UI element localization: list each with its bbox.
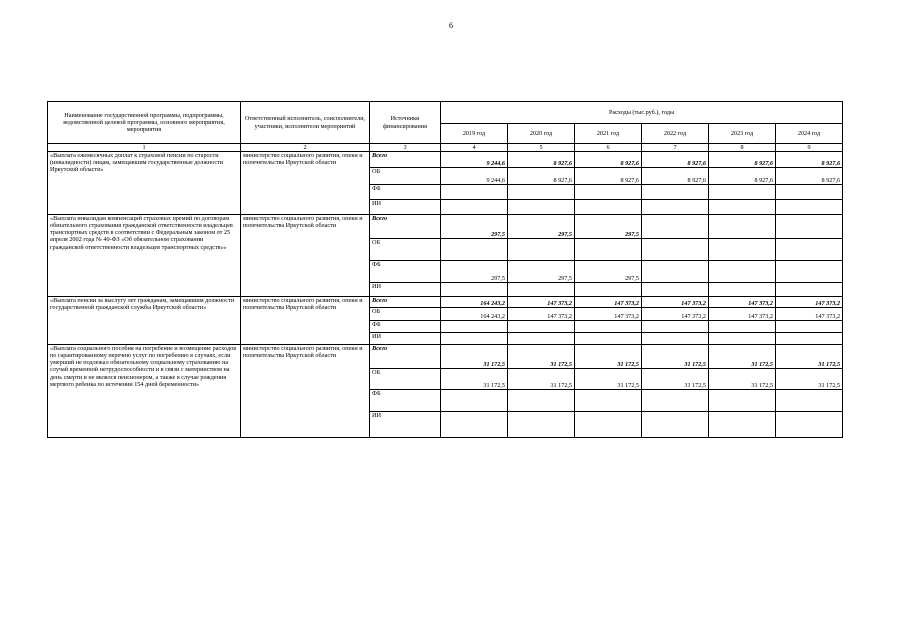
funding-source: ИИ — [370, 333, 441, 345]
header-year: 2023 год — [709, 124, 776, 144]
expense-value: 31 172,5 — [642, 369, 709, 390]
expense-value — [776, 283, 843, 297]
activity-name: «Выплата социального пособия на погребение и возмещение расходов по гарантированному перечню услуг по погребению в случаях, если умерший не подлежал обязательному социальному страхованию на случай временной нетрудоспособности и в связи с материнством на день смерти и не являлся пенсионером, а также в случае рождения мертвого ребенка по истечении 154 дней беременности» — [48, 345, 241, 438]
page-number: 6 — [449, 21, 453, 30]
column-number: 1 — [48, 144, 241, 152]
expense-value — [508, 283, 575, 297]
expense-value: 8 927,6 — [508, 152, 575, 168]
expense-value: 31 172,5 — [776, 369, 843, 390]
expense-value: 297,5 — [508, 215, 575, 239]
expense-value — [575, 185, 642, 200]
expense-value — [776, 185, 843, 200]
table-row — [48, 152, 843, 168]
header-year: 2021 год — [575, 124, 642, 144]
expense-value — [776, 200, 843, 215]
expense-value: 8 927,6 — [709, 168, 776, 185]
expense-value: 147 373,2 — [575, 297, 642, 308]
expense-value: 147 373,2 — [508, 308, 575, 321]
expense-value: 31 172,5 — [441, 345, 508, 369]
expense-value: 31 172,5 — [508, 369, 575, 390]
expense-value: 297,5 — [508, 261, 575, 283]
expense-value — [709, 321, 776, 333]
expense-value: 147 373,2 — [508, 297, 575, 308]
responsible-executor: министерство социального развития, опеки и попечительства Иркутской области — [241, 297, 370, 345]
funding-source: ОБ — [370, 369, 441, 390]
expense-value: 31 172,5 — [776, 345, 843, 369]
funding-source: ФБ — [370, 390, 441, 412]
funding-source: Всего — [370, 297, 441, 308]
expense-value: 297,5 — [575, 215, 642, 239]
header-expenses: Расходы (тыс.руб.), годы — [441, 102, 843, 124]
column-number: 9 — [776, 144, 843, 152]
header-year: 2020 год — [508, 124, 575, 144]
expense-value — [709, 215, 776, 239]
expense-value — [441, 239, 508, 261]
header-year: 2024 год — [776, 124, 843, 144]
expense-value — [709, 261, 776, 283]
expense-value — [575, 333, 642, 345]
expense-value — [575, 200, 642, 215]
expense-value — [441, 185, 508, 200]
expense-value: 297,5 — [441, 215, 508, 239]
expense-value — [508, 412, 575, 438]
expense-value: 147 373,2 — [642, 297, 709, 308]
expense-value — [709, 200, 776, 215]
column-number: 3 — [370, 144, 441, 152]
expense-value — [508, 239, 575, 261]
expense-value — [642, 185, 709, 200]
expense-value — [776, 333, 843, 345]
expense-value: 8 927,6 — [575, 152, 642, 168]
funding-source: ИИ — [370, 200, 441, 215]
expense-value — [508, 185, 575, 200]
header-year: 2019 год — [441, 124, 508, 144]
responsible-executor: министерство социального развития, опеки и попечительства Иркутской области — [241, 345, 370, 438]
expense-value: 8 927,6 — [642, 168, 709, 185]
expense-value — [642, 200, 709, 215]
expense-value — [642, 261, 709, 283]
expense-value: 31 172,5 — [575, 345, 642, 369]
expense-value: 31 172,5 — [441, 369, 508, 390]
expense-value: 147 373,2 — [642, 308, 709, 321]
expense-value — [776, 215, 843, 239]
column-number: 6 — [575, 144, 642, 152]
expense-value — [709, 333, 776, 345]
column-number: 7 — [642, 144, 709, 152]
funding-source: Всего — [370, 215, 441, 239]
funding-source: ИИ — [370, 283, 441, 297]
responsible-executor: министерство социального развития, опеки и попечительства Иркутской области — [241, 152, 370, 215]
expense-value — [575, 283, 642, 297]
funding-source: Всего — [370, 345, 441, 369]
expense-value — [575, 321, 642, 333]
expense-value: 31 172,5 — [709, 345, 776, 369]
funding-source: Всего — [370, 152, 441, 168]
column-number: 2 — [241, 144, 370, 152]
header-executor: Ответственный исполнитель, соисполнители, участники, исполнители мероприятий — [241, 102, 370, 144]
expense-value — [642, 239, 709, 261]
expense-value: 147 373,2 — [575, 308, 642, 321]
expense-value — [575, 239, 642, 261]
activity-name: «Выплата ежемесячных доплат к страховой пенсии по старости (инвалидности) лицам, замещавшим государственные должности Иркутской области» — [48, 152, 241, 215]
column-number: 5 — [508, 144, 575, 152]
expense-value: 147 373,2 — [709, 308, 776, 321]
expense-value — [642, 390, 709, 412]
funding-source: ФБ — [370, 321, 441, 333]
activity-name: «Выплата пенсии за выслугу лет гражданам, замещавшим должности государственной гражданской службы Иркутской области» — [48, 297, 241, 345]
expense-value — [508, 390, 575, 412]
expense-value: 164 243,2 — [441, 297, 508, 308]
table-row — [48, 297, 843, 308]
expense-value — [441, 412, 508, 438]
expense-value: 9 244,6 — [441, 168, 508, 185]
responsible-executor: министерство социального развития, опеки и попечительства Иркутской области — [241, 215, 370, 297]
expense-value — [642, 283, 709, 297]
expense-value: 8 927,6 — [776, 168, 843, 185]
activity-name: «Выплата инвалидам компенсаций страховых премий по договорам обязательного страхования гражданской ответственности владельцев транспортных средств в соответствии с Федеральным законом от 25 апреля 2002 года № 40-ФЗ «Об обязательном страховании гражданской ответственности владельцев транспортных средств»» — [48, 215, 241, 297]
expense-value — [709, 239, 776, 261]
expense-value — [709, 390, 776, 412]
expense-value — [709, 283, 776, 297]
expense-value — [441, 283, 508, 297]
funding-source: ФБ — [370, 185, 441, 200]
funding-source: ОБ — [370, 308, 441, 321]
expense-value: 147 373,2 — [709, 297, 776, 308]
expense-value: 297,5 — [441, 261, 508, 283]
expense-value: 8 927,6 — [776, 152, 843, 168]
expense-value: 31 172,5 — [575, 369, 642, 390]
expense-value: 31 172,5 — [642, 345, 709, 369]
funding-source: ИИ — [370, 412, 441, 438]
header-year: 2022 год — [642, 124, 709, 144]
expense-value: 297,5 — [575, 261, 642, 283]
expense-value — [642, 333, 709, 345]
expense-value — [776, 412, 843, 438]
column-number: 8 — [709, 144, 776, 152]
expense-value: 31 172,5 — [508, 345, 575, 369]
expense-value — [642, 215, 709, 239]
budget-table — [47, 101, 843, 438]
expense-value — [441, 200, 508, 215]
expense-value — [709, 412, 776, 438]
expense-value: 147 373,2 — [776, 297, 843, 308]
expense-value — [642, 412, 709, 438]
expense-value — [642, 321, 709, 333]
expense-value: 8 927,6 — [709, 152, 776, 168]
expense-value — [575, 390, 642, 412]
expense-value — [776, 239, 843, 261]
expense-value — [441, 333, 508, 345]
expense-value: 164 243,2 — [441, 308, 508, 321]
expense-value — [709, 185, 776, 200]
expense-value: 147 373,2 — [776, 308, 843, 321]
funding-source: ФБ — [370, 261, 441, 283]
expense-value — [508, 321, 575, 333]
table-row — [48, 215, 843, 239]
table-body — [48, 152, 843, 438]
expense-value: 9 244,6 — [441, 152, 508, 168]
funding-source: ОБ — [370, 239, 441, 261]
header-program-name: Наименование государственной программы, подпрограммы, ведомственной целевой программы, основного мероприятия, мероприятия — [48, 102, 241, 144]
expense-value — [776, 390, 843, 412]
funding-source: ОБ — [370, 168, 441, 185]
expense-value: 31 172,5 — [709, 369, 776, 390]
expense-value — [776, 321, 843, 333]
expense-value — [776, 261, 843, 283]
expense-value — [575, 412, 642, 438]
expense-value — [441, 390, 508, 412]
header-sources: Источники финансирования — [370, 102, 441, 144]
expense-value — [441, 321, 508, 333]
expense-value: 8 927,6 — [508, 168, 575, 185]
expense-value: 8 927,6 — [642, 152, 709, 168]
column-number: 4 — [441, 144, 508, 152]
table-row — [48, 345, 843, 369]
expense-value: 8 927,6 — [575, 168, 642, 185]
expense-value — [508, 333, 575, 345]
expense-value — [508, 200, 575, 215]
